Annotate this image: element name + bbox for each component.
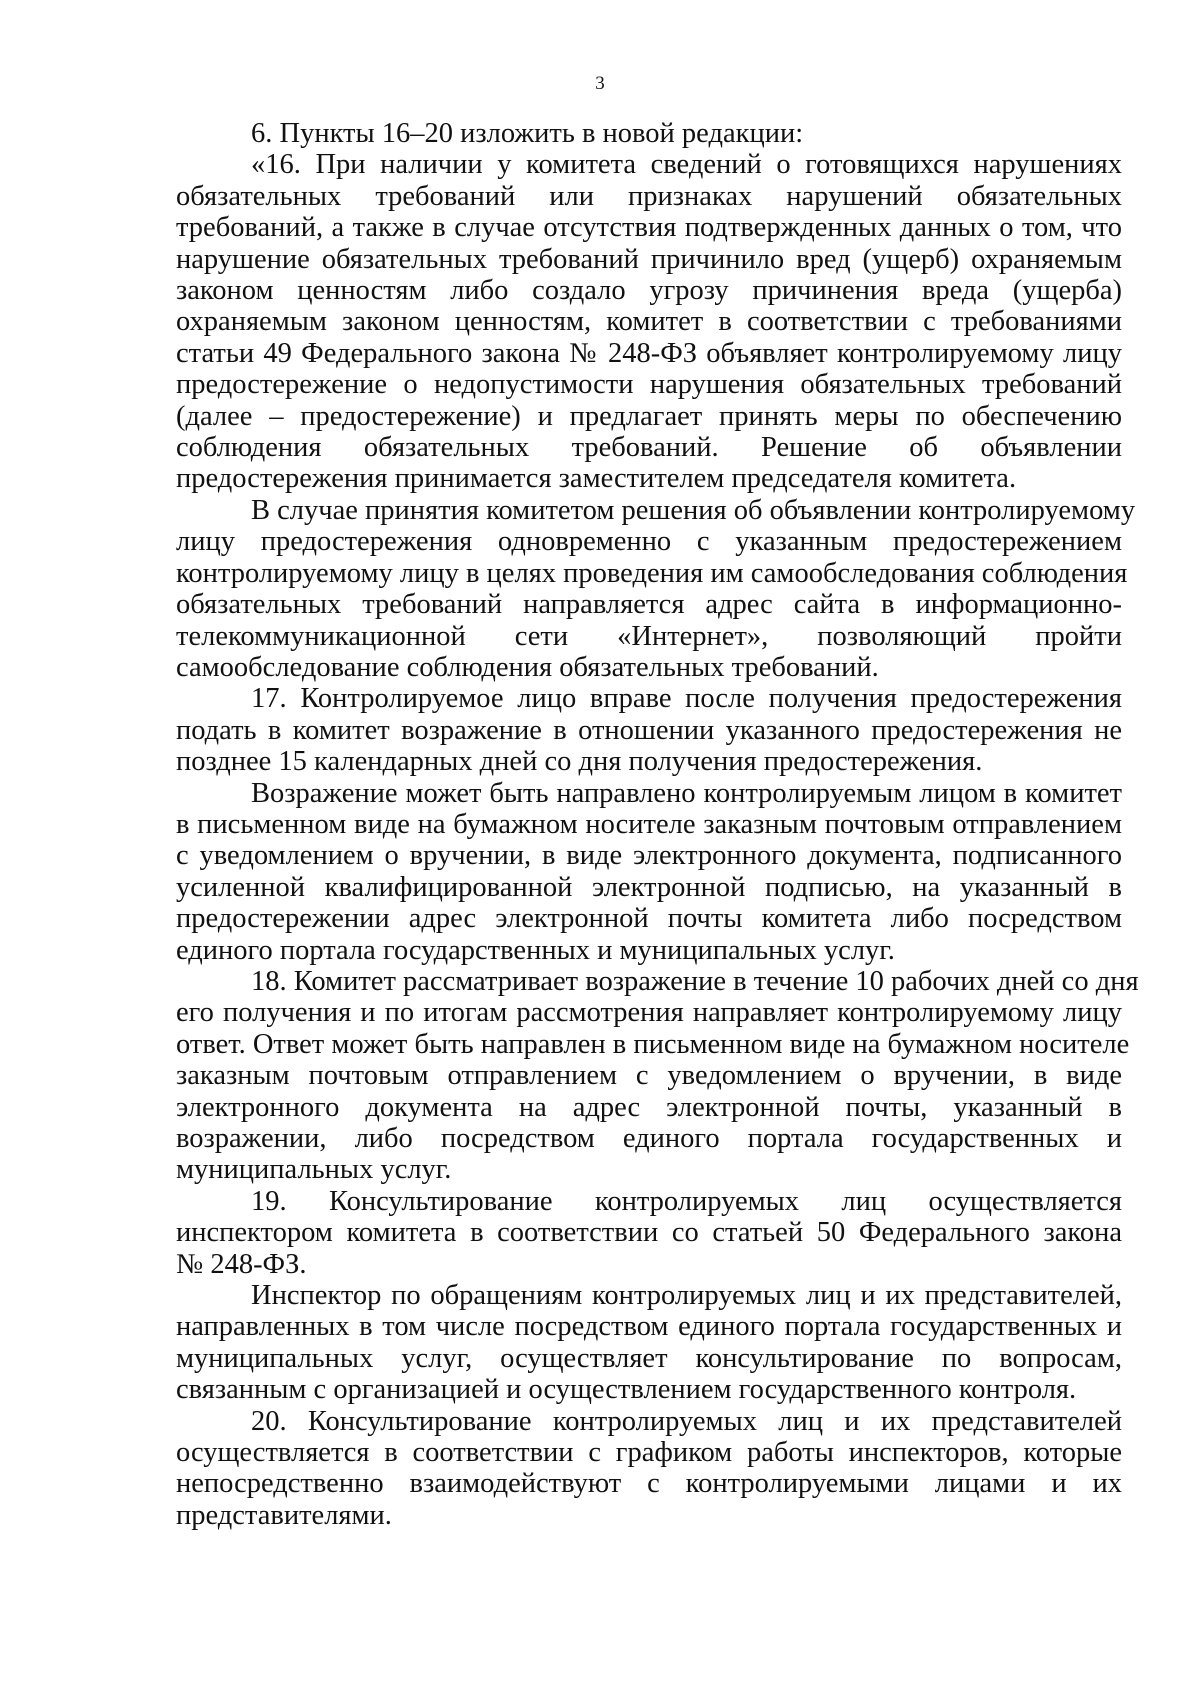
text-line: 17. Контролируемое лицо вправе после получения предостережения	[251, 683, 1122, 715]
text-line: связанным с организацией и осуществлением государственного контроля.	[176, 1374, 1077, 1406]
text-line: лицу предостережения одновременно с указанным предостережением	[176, 526, 1122, 558]
paragraph	[176, 778, 1122, 966]
text-line: соблюдения обязательных требований. Решение об объявлении	[176, 432, 1122, 464]
text-line: требований, а также в случае отсутствия подтвержденных данных о том, что	[176, 212, 1122, 244]
text-line: 6. Пункты 16–20 изложить в новой редакции:	[251, 118, 804, 149]
text-line: Возражение может быть направлено контролируемым лицом в комитет	[251, 777, 1122, 809]
text-line: контролируемому лицу в целях проведения им самообследования соблюдения	[176, 557, 1128, 589]
text-line: (далее – предостережение) и предлагает принять меры по обеспечению	[176, 400, 1122, 432]
page-number: 3	[595, 73, 605, 94]
text-line: инспектором комитета в соответствии со статьей 50 Федерального закона	[176, 1217, 1122, 1249]
text-line: возражении, либо посредством единого портала государственных и	[176, 1123, 1122, 1154]
paragraph	[176, 965, 1139, 1186]
text-line: самообследование соблюдения обязательных требований.	[176, 651, 879, 683]
paragraph	[176, 118, 1122, 149]
text-line: позднее 15 календарных дней со дня получения предостережения.	[176, 746, 983, 778]
text-line: осуществляется в соответствии с графиком работы инспекторов, которые	[176, 1437, 1122, 1469]
paragraph	[176, 1186, 1122, 1280]
text-line: подать в комитет возражение в отношении указанного предостережения не	[176, 714, 1122, 746]
text-line: обязательных требований направляется адрес сайта в информационно-	[176, 589, 1122, 621]
document-body	[176, 118, 1139, 1531]
text-line: «16. При наличии у комитета сведений о готовящихся нарушениях	[251, 149, 1122, 181]
text-line: направленных в том числе посредством единого портала государственных и	[176, 1311, 1122, 1343]
text-line: непосредственно взаимодействуют с контролируемыми лицами и их	[176, 1468, 1122, 1500]
text-line: муниципальных услуг.	[176, 1154, 452, 1186]
text-line: представителями.	[176, 1499, 392, 1531]
text-line: законом ценностям либо создало угрозу причинения вреда (ущерба)	[176, 275, 1122, 307]
text-line: заказным почтовым отправлением с уведомлением о вручении, в виде	[176, 1060, 1122, 1092]
paragraph	[176, 1406, 1122, 1532]
text-line: муниципальных услуг, осуществляет консультирование по вопросам,	[176, 1342, 1122, 1374]
text-line: статьи 49 Федерального закона № 248-ФЗ объявляет контролируемому лицу	[176, 337, 1122, 369]
text-line: охраняемым законом ценностям, комитет в соответствии с требованиями	[176, 306, 1122, 338]
text-line: электронного документа на адрес электронной почты, указанный в	[176, 1091, 1122, 1123]
text-line: его получения и по итогам рассмотрения направляет контролируемому лицу	[176, 997, 1122, 1029]
text-line: № 248-ФЗ.	[176, 1248, 307, 1280]
text-line: в письменном виде на бумажном носителе заказным почтовым отправлением	[176, 808, 1122, 840]
text-line: 19. Консультирование контролируемых лиц осуществляется	[251, 1185, 1122, 1217]
text-line: предостережение о недопустимости нарушения обязательных требований	[176, 369, 1122, 401]
text-line: усиленной квалифицированной электронной подписью, на указанный в	[176, 871, 1122, 903]
text-line: Инспектор по обращениям контролируемых лиц и их представителей,	[251, 1280, 1122, 1312]
text-line: предостережения принимается заместителем председателя комитета.	[176, 463, 1017, 495]
text-line: В случае принятия комитетом решения об объявлении контролируемому	[251, 494, 1136, 526]
text-line: 20. Консультирование контролируемых лиц и их представителей	[251, 1405, 1122, 1437]
paragraph	[176, 1280, 1122, 1406]
text-line: с уведомлением о вручении, в виде электронного документа, подписанного	[176, 840, 1122, 872]
paragraph	[176, 149, 1122, 494]
text-line: 18. Комитет рассматривает возражение в течение 10 рабочих дней со дня	[251, 965, 1139, 997]
text-line: телекоммуникационной сети «Интернет», позволяющий пройти	[176, 620, 1122, 652]
paragraph	[176, 494, 1136, 683]
paragraph	[176, 683, 1122, 777]
text-line: обязательных требований или признаках нарушений обязательных	[176, 180, 1122, 212]
text-line: единого портала государственных и муниципальных услуг.	[176, 934, 895, 966]
text-line: предостережении адрес электронной почты комитета либо посредством	[176, 903, 1122, 935]
text-line: ответ. Ответ может быть направлен в письменном виде на бумажном носителе	[176, 1028, 1130, 1060]
text-line: нарушение обязательных требований причинило вред (ущерб) охраняемым	[176, 243, 1122, 275]
